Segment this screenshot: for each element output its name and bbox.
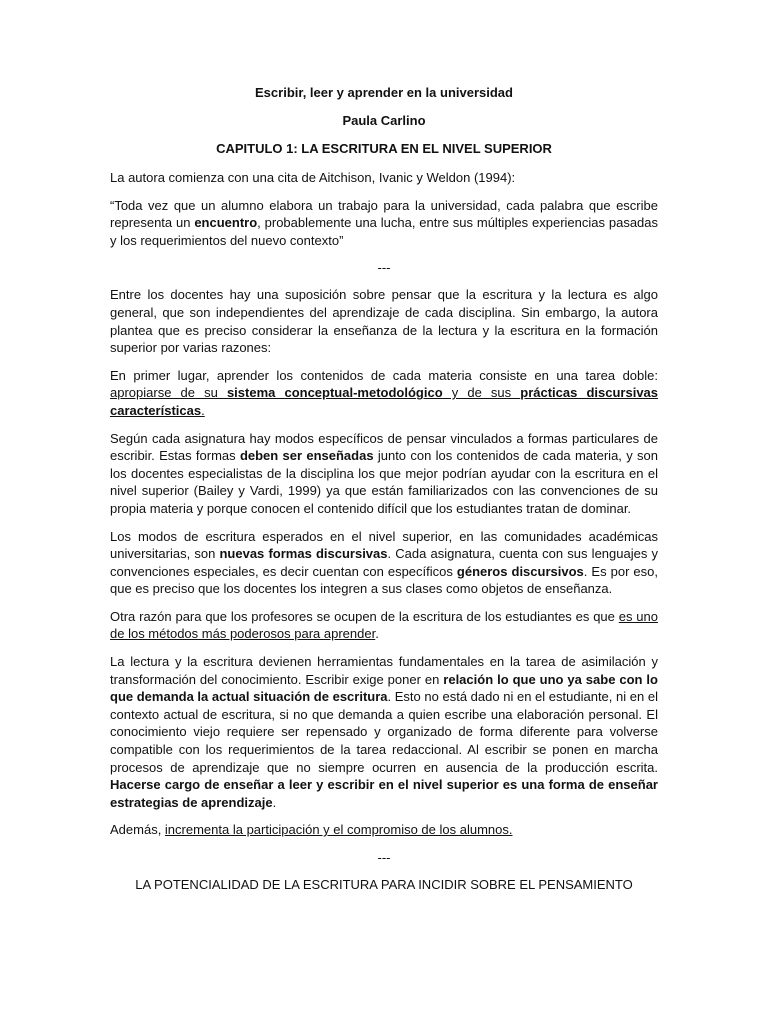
p6-text: La lectura y la escritura devienen herramientas fundamentales en la tarea de asimilación y transformación del conocimiento. Escribir exige poner en: [110, 654, 658, 687]
p6-text-mid: . Esto no está dado ni en el estudiante, ni en el contexto actual de escritura, si no que demanda a quien escribe una elaboración personal. El conocimiento viejo requiere ser repensado y organizado de forma diferente para volverse compatible con los requerimientos de la tarea redaccional. Al escribir se ponen en marcha procesos de aprendizaje que no siempre ocurren en ausencia de la producción escrita.: [110, 689, 658, 775]
p2-underlined: [110, 385, 658, 418]
document-author: Paula Carlino: [342, 113, 426, 128]
section-heading: LA POTENCIALIDAD DE LA ESCRITURA PARA INCIDIR SOBRE EL PENSAMIENTO: [135, 877, 633, 892]
quote-text-end: , probablemente una lucha, entre sus múltiples experiencias pasadas y los requerimientos del nuevo contexto”: [110, 215, 659, 248]
p3-bold: deben ser enseñadas: [239, 448, 374, 464]
paragraph-2: [110, 367, 658, 420]
p4-text: Los modos de escritura esperados en el nivel superior, en las comunidades académicas universitarias, son: [110, 528, 658, 562]
paragraph-6: [110, 653, 658, 811]
p2-u-b: y de sus: [442, 385, 521, 401]
quote-bold: encuentro: [194, 215, 258, 231]
p7-underlined: incrementa la participación y el compromiso de los alumnos.: [164, 822, 513, 838]
paragraph-4: [110, 528, 658, 598]
p6-bold-a: relación lo que uno ya sabe con lo que demanda la actual situación de escritura: [110, 671, 658, 705]
p5-text-end: .: [375, 626, 379, 642]
chapter-heading: CAPITULO 1: LA ESCRITURA EN EL NIVEL SUPERIOR: [216, 141, 552, 156]
intro-paragraph: La autora comienza con una cita de Aitchison, Ivanic y Weldon (1994):: [110, 170, 516, 185]
paragraph-3: [110, 430, 658, 518]
p2-u-bold-b: prácticas discursivas características: [110, 385, 659, 418]
document-title: Escribir, leer y aprender en la universidad: [255, 85, 513, 100]
p6-text-end: .: [272, 794, 277, 810]
p4-bold-a: nuevas formas discursivas: [219, 546, 388, 562]
quote-text: “Toda vez que un alumno elabora un trabajo para la universidad, cada palabra que escribe representa un: [110, 197, 658, 231]
p5-text: Otra razón para que los profesores se ocupen de la escritura de los estudiantes es que: [110, 608, 619, 624]
p2-u-bold-a: sistema conceptual-metodológico: [226, 385, 443, 401]
paragraph-7: [110, 821, 658, 839]
separator-2: ---: [377, 850, 391, 865]
p3-text-end: junto con los contenidos de cada materia, y son los docentes especialistas de la disciplina los que mejor podrían ayudar con la escritura en el nivel superior (Bailey y Vardi, 1999) ya que están familiarizados con las convenciones de su propia materia y porque conocen el contenido difícil que los estudiantes tratan de dominar.: [110, 448, 658, 516]
separator: ---: [377, 260, 391, 276]
p2-text: En primer lugar, aprender los contenidos de cada materia consiste en una tarea doble:: [110, 367, 658, 383]
p7-text: Además,: [110, 822, 165, 838]
p5-underlined: es uno de los métodos más poderosos para aprender: [110, 608, 658, 642]
p4-bold-b: géneros discursivos: [456, 563, 584, 579]
paragraph-5: [110, 608, 658, 643]
quote-paragraph: [110, 197, 658, 250]
p4-text-end: . Es por eso, que es preciso que los docentes los integren a sus clases como objetos de enseñanza.: [110, 563, 658, 597]
p6-bold-b: Hacerse cargo de enseñar a leer y escribir en el nivel superior es una forma de enseñar estrategias de aprendizaje: [110, 777, 658, 810]
p2-u-a: apropiarse de su: [110, 385, 227, 401]
p3-text: Según cada asignatura hay modos específicos de pensar vinculados a formas particulares de escribir. Estas formas: [110, 430, 658, 464]
paragraph-1: Entre los docentes hay una suposición sobre pensar que la escritura y la lectura es algo general, que son independientes del aprendizaje de cada disciplina. Sin embargo, la autora plantea que es preciso considerar la enseñanza de la lectura y la escritura en la formación superior por varias razones:: [110, 287, 658, 356]
p2-u-end: .: [201, 402, 205, 418]
p4-text-mid: . Cada asignatura, cuenta con sus lenguajes y convenciones especiales, es decir cuentan con específicos: [110, 546, 658, 579]
